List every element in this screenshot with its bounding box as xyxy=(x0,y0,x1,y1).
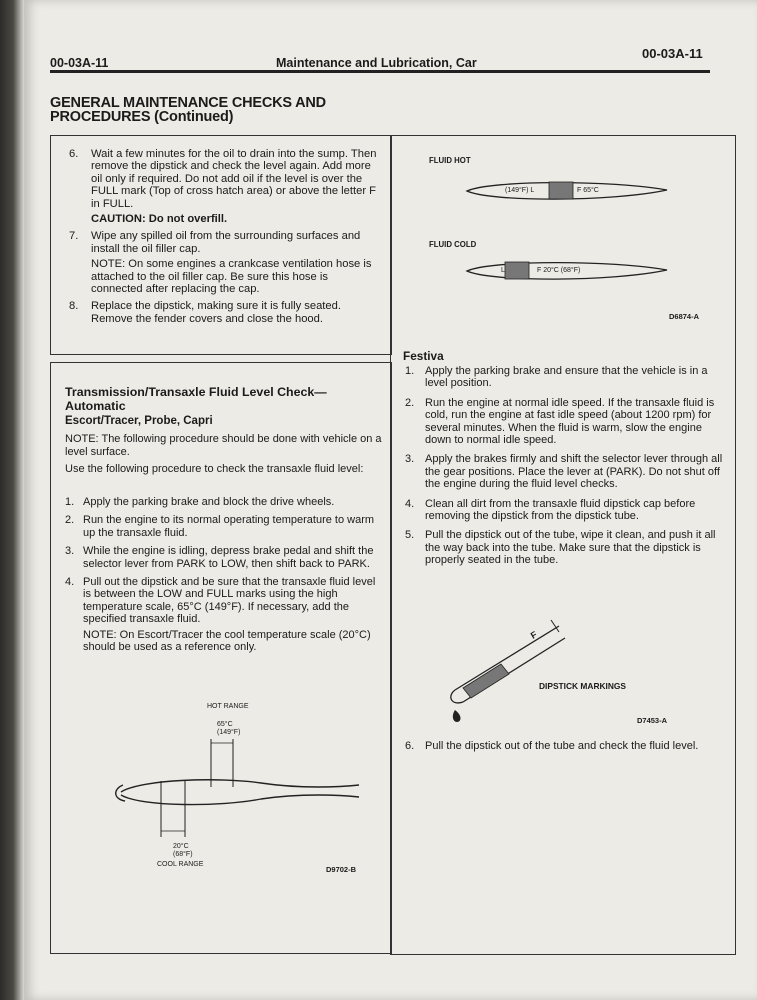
figure-code: D7453-A xyxy=(637,716,668,725)
step-text: Pull the dipstick out of the tube, wipe it clean, and push it all the way back into the tube. Make sure that the dipstick is properly seated in the tube. xyxy=(425,529,716,567)
list-item xyxy=(57,496,381,508)
list-item xyxy=(397,365,727,390)
dipstick-drawing xyxy=(101,737,361,847)
list-item xyxy=(61,300,379,325)
list-item xyxy=(397,498,727,523)
section-title: GENERAL MAINTENANCE CHECKS AND PROCEDURES (Continued) xyxy=(50,95,326,125)
list-item xyxy=(57,545,381,570)
page-header-title: Maintenance and Lubrication, Car xyxy=(276,56,477,70)
step-number: 1. xyxy=(405,365,415,377)
step-number: 6. xyxy=(405,740,415,752)
oil-check-box xyxy=(50,135,392,355)
festiva-title: Festiva xyxy=(403,349,444,363)
step-text: Wait a few minutes for the oil to drain into the sump. Then remove the dipstick and check the level again. Add more oil only if required. Do not add oil if the level is over the FULL mark (Top of cross hatch area) or above the letter F in FULL. xyxy=(91,148,377,210)
festiva-steps-list xyxy=(397,365,727,574)
step-number: 8. xyxy=(69,300,79,313)
festiva-box xyxy=(390,135,736,955)
note-text: NOTE: On some engines a crankcase ventilation hose is attached to the oil filler cap. Be sure this hose is connected after replacing the cap. xyxy=(91,258,372,296)
oil-steps-list xyxy=(61,148,379,330)
transmission-intro: Use the following procedure to check the transaxle fluid level: xyxy=(65,463,364,475)
hot-range-label: HOT RANGE xyxy=(207,703,249,710)
dipstick-markings-drawing xyxy=(441,616,571,726)
step-number: 7. xyxy=(69,230,79,243)
fluid-hot-label: FLUID HOT xyxy=(429,156,471,165)
list-item xyxy=(57,576,381,653)
cool-temp-c: 20°C xyxy=(173,843,189,850)
list-item xyxy=(61,230,379,295)
transmission-note: NOTE: The following procedure should be done with vehicle on a level surface. xyxy=(65,433,382,458)
step-number: 3. xyxy=(405,453,415,466)
hot-temp-f: (149°F) xyxy=(217,729,241,736)
transmission-title: Transmission/Transaxle Fluid Level Check—Automatic xyxy=(65,385,327,413)
fluid-hot-dipstick xyxy=(461,176,671,206)
header-rule xyxy=(50,70,710,73)
step-text: Replace the dipstick, making sure it is fully seated. Remove the fender covers and close the hood. xyxy=(91,300,341,325)
cold-right-mark: F 20°C (68°F) xyxy=(537,267,581,274)
hot-left-mark: (149°F) L xyxy=(505,187,535,194)
step-text: Apply the parking brake and block the drive wheels. xyxy=(83,496,335,508)
list-item xyxy=(397,740,727,752)
step-number: 6. xyxy=(69,148,79,160)
step-number: 1. xyxy=(65,496,75,508)
step-text: Run the engine at normal idle speed. If the transaxle fluid is cold, run the engine at fast idle speed (about 1200 rpm) for several minutes. When the fluid is warm, slow the engine down to normal idle speed. xyxy=(425,396,715,447)
step-text: Pull out the dipstick and be sure that the transaxle fluid level is between the LOW and FULL marks using the high temperature scale, 65°C (149°F). If necessary, add the specified transaxle fluid. xyxy=(83,576,376,626)
caution-text: CAUTION: Do not overfill. xyxy=(91,213,228,226)
transmission-steps-list xyxy=(57,496,381,659)
dipstick-markings-title: DIPSTICK MARKINGS xyxy=(539,681,627,691)
step-number: 4. xyxy=(405,497,415,510)
list-item xyxy=(397,397,727,447)
page-number-right: 00-03A-11 xyxy=(642,46,703,61)
cold-left-mark: L xyxy=(501,267,505,274)
transmission-check-box xyxy=(50,362,392,954)
cool-temp-f: (68°F) xyxy=(173,851,193,858)
hot-right-mark: F 65°C xyxy=(577,187,599,194)
step-text: Run the engine to its normal operating temperature to warm up the transaxle fluid. xyxy=(83,514,375,539)
figure-code: D6874-A xyxy=(669,312,700,321)
step-number: 4. xyxy=(65,576,75,589)
dipstick-f-mark: F xyxy=(528,629,539,641)
dipstick-temperature-figure xyxy=(101,703,371,883)
step-number: 3. xyxy=(65,545,75,558)
step-text: Pull the dipstick out of the tube and check the fluid level. xyxy=(425,740,699,752)
list-item xyxy=(397,453,727,490)
festiva-step6-list xyxy=(397,740,727,757)
step-text: While the engine is idling, depress brake pedal and shift the selector lever from PARK to LOW, then shift back to PARK. xyxy=(83,545,374,570)
list-item xyxy=(397,529,727,566)
list-item xyxy=(61,148,379,225)
note-text: NOTE: On Escort/Tracer the cool temperature scale (20°C) should be used as a reference only. xyxy=(83,628,371,654)
step-text: Apply the parking brake and ensure that the vehicle is in a level position. xyxy=(425,365,708,390)
transmission-subtitle: Escort/Tracer, Probe, Capri xyxy=(65,415,213,427)
list-item xyxy=(57,514,381,539)
step-number: 5. xyxy=(405,529,415,542)
binding-edge xyxy=(0,0,24,1000)
step-text: Wipe any spilled oil from the surrounding surfaces and install the oil filler cap. xyxy=(91,230,361,255)
step-text: Clean all dirt from the transaxle fluid dipstick cap before removing the dipstick from the dipstick tube. xyxy=(425,497,696,523)
step-text: Apply the brakes firmly and shift the selector lever through all the gear positions. Place the lever at (PARK). Do not shut off the engine during the fluid level checks. xyxy=(425,453,723,491)
fluid-cold-label: FLUID COLD xyxy=(429,240,477,249)
cool-range-label: COOL RANGE xyxy=(157,861,204,868)
figure-code: D9702-B xyxy=(326,865,357,874)
manual-page xyxy=(24,0,757,1000)
page-number-left: 00-03A-11 xyxy=(50,56,109,70)
step-number: 2. xyxy=(405,396,415,409)
step-number: 2. xyxy=(65,514,75,527)
hot-temp-c: 65°C xyxy=(217,721,233,728)
